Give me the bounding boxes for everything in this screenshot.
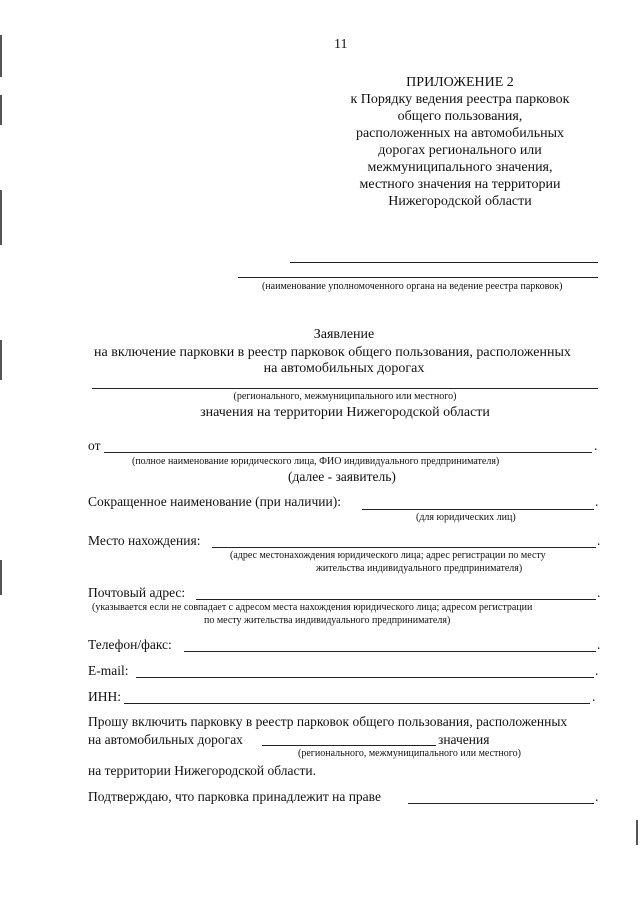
recipient-line[interactable]: [290, 262, 598, 263]
appendix-line: общего пользования,: [397, 109, 523, 124]
statement-line: на автомобильных дорогах: [263, 361, 425, 376]
field-end: .: [597, 533, 601, 548]
request-line: на территории Нижегородской области.: [88, 763, 317, 778]
scan-edge-mark: [0, 35, 2, 77]
appendix-line: к Порядку ведения реестра парковок: [350, 92, 570, 107]
location-field[interactable]: [212, 547, 596, 548]
short-name-caption: (для юридических лиц): [416, 512, 516, 523]
appendix-block: [340, 74, 580, 210]
location-caption: (адрес местонахождения юридического лица; адрес регистрации по месту: [230, 550, 546, 561]
short-name-label: Сокращенное наименование (при наличии):: [88, 494, 341, 509]
road-level-field[interactable]: [262, 745, 436, 746]
from-label: от: [88, 438, 101, 453]
appendix-title: ПРИЛОЖЕНИЕ 2: [406, 75, 514, 90]
request-line-a: на автомобильных дорогах: [88, 732, 243, 747]
location-label: Место нахождения:: [88, 533, 201, 548]
postal-caption: (указывается если не совпадает с адресом места нахождения юридического лица; адресом регистрации: [92, 602, 533, 613]
scan-edge-mark: [636, 820, 638, 845]
field-end: .: [597, 637, 601, 652]
road-level-caption: (регионального, межмуниципального или местного): [233, 391, 457, 402]
recipient-caption: (наименование уполномоченного органа на ведение реестра парковок): [262, 281, 563, 292]
confirm-label: Подтверждаю, что парковка принадлежит на праве: [88, 789, 381, 804]
applicant-note: (далее - заявитель): [288, 469, 396, 484]
statement-line: на включение парковки в реестр парковок общего пользования, расположенных: [94, 345, 571, 360]
email-label: E-mail:: [88, 663, 129, 678]
email-field[interactable]: [136, 677, 594, 678]
field-end: .: [595, 663, 599, 678]
phone-field[interactable]: [184, 651, 596, 652]
field-end: .: [595, 789, 599, 804]
applicant-name-field[interactable]: [104, 452, 592, 453]
postal-caption: по месту жительства индивидуального предпринимателя): [204, 615, 451, 626]
recipient-line[interactable]: [238, 277, 598, 278]
appendix-line: расположенных на автомобильных: [355, 126, 565, 141]
scan-edge-mark: [0, 190, 2, 245]
appendix-line: дорогах регионального или: [378, 143, 542, 158]
short-name-field[interactable]: [362, 509, 594, 510]
field-end: .: [594, 438, 598, 453]
statement-line: значения на территории Нижегородской области: [200, 405, 490, 420]
scan-edge-mark: [0, 95, 2, 125]
location-caption: жительства индивидуального предпринимателя): [316, 563, 523, 574]
appendix-line: межмуниципального значения,: [367, 160, 553, 175]
page-number: 11: [334, 37, 348, 52]
request-line: Прошу включить парковку в реестр парковок общего пользования, расположенных: [88, 714, 568, 729]
postal-address-field[interactable]: [196, 599, 596, 600]
statement-title: Заявление: [313, 327, 375, 342]
phone-label: Телефон/факс:: [88, 637, 172, 652]
request-line-b: значения: [438, 732, 490, 747]
postal-label: Почтовый адрес:: [88, 585, 186, 600]
field-end: .: [595, 494, 599, 509]
ownership-right-field[interactable]: [408, 803, 594, 804]
applicant-name-caption: (полное наименование юридического лица, ФИО индивидуального предпринимателя): [132, 456, 500, 467]
inn-label: ИНН:: [88, 689, 121, 704]
inn-field[interactable]: [124, 703, 590, 704]
appendix-line: местного значения на территории: [359, 177, 561, 192]
road-level-line[interactable]: [92, 388, 598, 389]
scan-edge-mark: [0, 560, 2, 595]
appendix-line: Нижегородской области: [388, 194, 532, 209]
road-level-caption: (регионального, межмуниципального или местного): [298, 748, 521, 759]
field-end: .: [592, 689, 596, 704]
field-end: .: [597, 585, 601, 600]
